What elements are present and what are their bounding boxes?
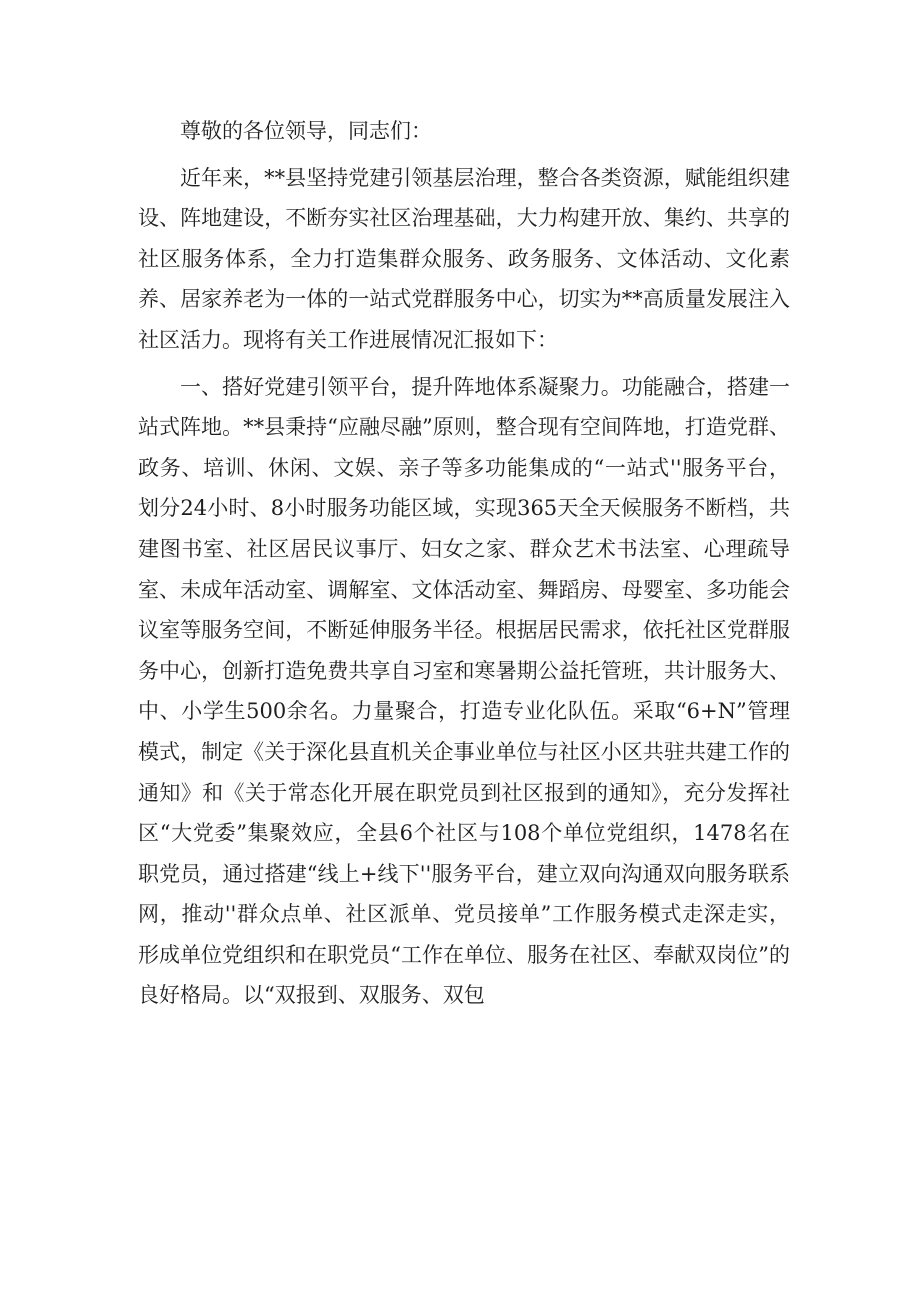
greeting-line: 尊敬的各位领导，同志们：: [180, 119, 432, 143]
intro-paragraph: 近年来，**县坚持党建引领基层治理，整合各类资源，赋能组织建设、阵地建设，不断夯实社区治理基础，大力构建开放、集约、共享的社区服务体系，全力打造集群众服务、政务服务、文体活动、文化素养、居家养老为一体的一站式党群服务中心，切实为**高质量发展注入社区活力。现将有关工作进展情况汇报如下：: [138, 165, 790, 352]
section-one-paragraph: 一、搭好党建引领平台，提升阵地体系凝聚力。功能融合，搭建一站式阵地。**县秉持“应融尽融”原则，整合现有空间阵地，打造党群、政务、培训、休闲、文娱、亲子等多功能集成的“一站式''服务平台，划分24小时、8小时服务功能区域，实现365天全天候服务不断档，共建图书室、社区居民议事厅、妇女之家、群众艺术书法室、心理疏导室、未成年活动室、调解室、文体活动室、舞蹈房、母婴室、多功能会议室等服务空间，不断延伸服务半径。根据居民需求，依托社区党群服务中心，创新打造免费共享自习室和寒暑期公益托管班，共计服务大、中、小学生500余名。力量聚合，打造专业化队伍。采取“6+N”管理模式，制定《关于深化县直机关企事业单位与社区小区共驻共建工作的通知》和《关于常态化开展在职党员到社区报到的通知》，充分发挥社区“大党委”集聚效应，全县6个社区与108个单位党组织，1478名在职党员，通过搭建“线上+线下''服务平台，建立双向沟通双向服务联系网，推动''群众点单、社区派单、党员接单”工作服务模式走深走实，形成单位党组织和在职党员“工作在单位、服务在社区、奉献双岗位”的良好格局。以“双报到、双服务、双包: [138, 374, 790, 1008]
document-body: [138, 111, 790, 1016]
